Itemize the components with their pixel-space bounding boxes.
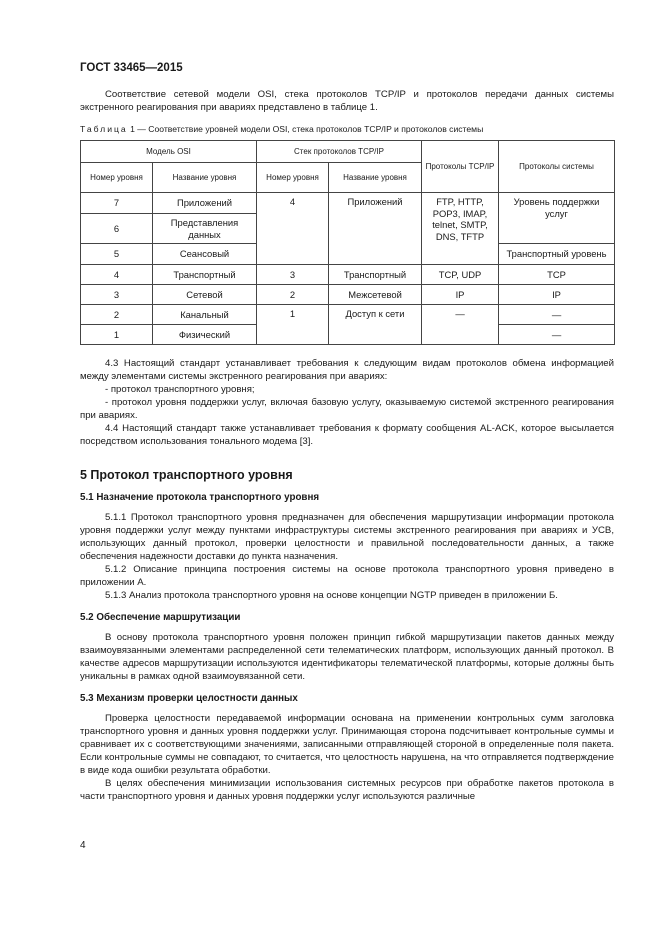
header-tcpip-stack: Стек протоколов TCP/IP	[257, 141, 422, 163]
paragraph-5-1-3: 5.1.3 Анализ протокола транспортного уровня на основе концепции NGTP приведен в приложении Б.	[105, 590, 558, 601]
paragraph-4-4: 4.4 Настоящий стандарт также устанавливает требования к формату сообщения AL-ACK, которое высылается посредством использования тонального модема [3].	[80, 423, 614, 447]
tcpip-name: Доступ к сети	[329, 305, 422, 345]
osi-name: Канальный	[153, 305, 257, 325]
subsection-heading: 5.2 Обеспечение маршрутизации	[80, 612, 241, 623]
osi-num: 1	[81, 325, 153, 345]
header-tcpip-num: Номер уровня	[257, 163, 329, 193]
table-header-row	[81, 141, 615, 163]
subsection-heading: 5.3 Механизм проверки целостности данных	[80, 693, 298, 704]
tcpip-name: Транспортный	[329, 265, 422, 285]
system-protocol: Транспортный уровень	[499, 244, 615, 265]
header-system-protocols: Протоколы системы	[499, 141, 615, 193]
list-item: - протокол транспортного уровня;	[105, 384, 255, 395]
tcpip-protocols: —	[422, 305, 499, 345]
osi-name: Представления данных	[153, 214, 257, 244]
header-tcpip-protocols: Протоколы TCP/IP	[422, 141, 499, 193]
osi-num: 3	[81, 285, 153, 305]
osi-num: 5	[81, 244, 153, 265]
header-tcpip-name: Название уровня	[329, 163, 422, 193]
osi-name: Физический	[153, 325, 257, 345]
table-row	[81, 305, 615, 325]
intro-paragraph: Соответствие сетевой модели OSI, стека протоколов TCP/IP и протоколов передачи данных системы экстренного реагирования при авариях представлено в таблице 1.	[80, 89, 614, 113]
paragraph-4-3: 4.3 Настоящий стандарт устанавливает требования к следующим видам протоколов обмена информацией между элементами системы экстренного реагирования при авариях:	[80, 358, 614, 382]
osi-name: Транспортный	[153, 265, 257, 285]
table-caption-text: 1 — Соответствие уровней модели OSI, стека протоколов TCP/IP и протоколов системы	[127, 124, 484, 134]
system-protocol: Уровень поддержки услуг	[499, 193, 615, 244]
paragraph-5-1-2: 5.1.2 Описание принципа построения системы на основе протокола транспортного уровня приведено в приложении А.	[80, 564, 614, 588]
osi-name: Сеансовый	[153, 244, 257, 265]
system-protocol: —	[499, 305, 615, 325]
tcpip-num: 4	[257, 193, 329, 265]
section-heading: 5 Протокол транспортного уровня	[80, 468, 293, 482]
paragraph-5-3-a: Проверка целостности передаваемой информации основана на применении контрольных сумм заголовка транспортного уровня и данных уровня поддержки услуг. Принимающая сторона подсчитывает контрольные суммы и сравнивает их с соответствующими значениями, записанными отправляющей стороной в определенные поля пакета. Если контрольные суммы не совпадают, то считается, что целостность нарушена, на что отправляется подтверждение в виде кода ошибки результата обработки.	[80, 713, 614, 776]
tcpip-num: 3	[257, 265, 329, 285]
osi-name: Приложений	[153, 193, 257, 214]
header-osi: Модель OSI	[81, 141, 257, 163]
osi-num: 4	[81, 265, 153, 285]
table-caption-label: Таблица	[80, 124, 128, 134]
table-row	[81, 265, 615, 285]
header-osi-name: Название уровня	[153, 163, 257, 193]
standard-header: ГОСТ 33465—2015	[80, 62, 183, 74]
list-item: - протокол уровня поддержки услуг, включая базовую услугу, оказываемую системой экстренного реагирования при авариях.	[80, 397, 614, 421]
system-protocol: —	[499, 325, 615, 345]
osi-num: 2	[81, 305, 153, 325]
table-row	[81, 193, 615, 214]
system-protocol: TCP	[499, 265, 615, 285]
osi-num: 7	[81, 193, 153, 214]
tcpip-name: Приложений	[329, 193, 422, 265]
tcpip-name: Межсетевой	[329, 285, 422, 305]
paragraph-5-1-1: 5.1.1 Протокол транспортного уровня предназначен для обеспечения маршрутизации информации протокола уровня поддержки услуг между пунктами инфраструктуры системы экстренного реагирования при авариях и УСВ, использующих данный протокол, проверки целостности и правильной последовательности данных, а также обеспечения надежности доставки до пункта назначения.	[80, 512, 614, 562]
header-osi-num: Номер уровня	[81, 163, 153, 193]
tcpip-protocols: FTP, HTTP, POP3, IMAP, telnet, SMTP, DNS, TFTP	[422, 193, 499, 265]
osi-tcpip-table	[80, 140, 615, 345]
subsection-heading: 5.1 Назначение протокола транспортного уровня	[80, 492, 320, 503]
tcpip-protocols: TCP, UDP	[422, 265, 499, 285]
paragraph-5-2: В основу протокола транспортного уровня положен принцип гибкой маршрутизации пакетов данных между взаимоувязанными элементами распределенной сети телематических платформ, использующих данный протокол. В качестве адресов маршрутизации используются идентификаторы телематической платформы, которые должны быть уникальны в рамках одной взаимоувязанной сети.	[80, 632, 614, 682]
table-row	[81, 285, 615, 305]
paragraph-5-3-b: В целях обеспечения минимизации использования системных ресурсов при обработке пакетов протокола в части транспортного уровня и данных уровня поддержки услуг используются различные	[80, 778, 614, 802]
osi-num: 6	[81, 214, 153, 244]
page-number: 4	[80, 840, 86, 851]
table-caption	[80, 124, 614, 134]
page-content	[80, 88, 614, 803]
system-protocol: IP	[499, 285, 615, 305]
tcpip-num: 1	[257, 305, 329, 345]
tcpip-num: 2	[257, 285, 329, 305]
osi-name: Сетевой	[153, 285, 257, 305]
tcpip-protocols: IP	[422, 285, 499, 305]
